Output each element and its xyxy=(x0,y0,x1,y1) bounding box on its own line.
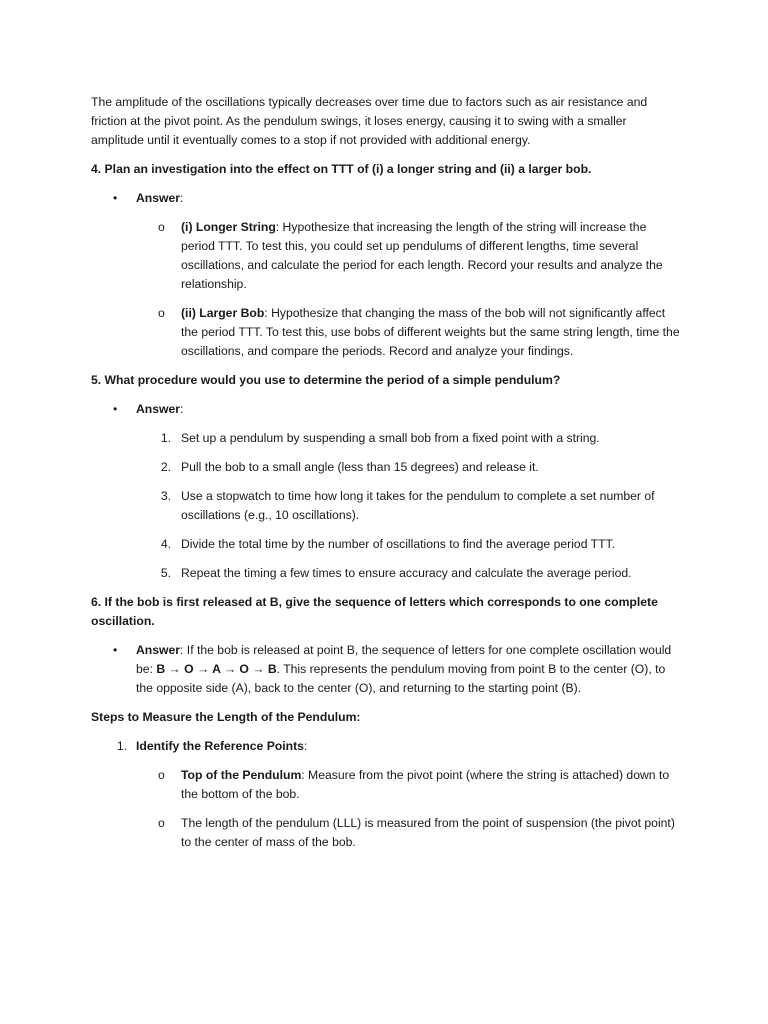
step-text: Pull the bob to a small angle (less than 15 degrees) and release it. xyxy=(181,460,539,474)
item-text: : Measure from the pivot point (where the string is attached) down to the bottom of the bob. xyxy=(181,768,670,801)
q4-answer: • Answer: xyxy=(91,189,681,208)
answer-label: Answer xyxy=(136,191,181,205)
q5-step xyxy=(91,458,681,477)
step-text: Use a stopwatch to time how long it takes for the pendulum to complete a set number of oscillations (e.g., 10 oscillations). xyxy=(181,489,655,522)
sub-bullet-marker: o xyxy=(158,306,165,320)
sub-bullet-marker: o xyxy=(158,220,165,234)
document-content xyxy=(91,93,681,862)
steps-sub-item xyxy=(91,766,681,804)
item-label: (ii) Larger Bob xyxy=(181,306,265,320)
intro-paragraph: The amplitude of the oscillations typically decreases over time due to factors such as air resistance and friction at the pivot point. As the pendulum swings, it loses energy, causing it to swing with a smaller amplitude until it eventually comes to a stop if not provided with additional energy. xyxy=(91,95,648,147)
item-label: Top of the Pendulum xyxy=(181,768,302,782)
q4-item-larger-bob xyxy=(91,304,681,361)
sub-bullet-marker: o xyxy=(158,768,165,782)
answer-text: : If the bob is released at point B, the sequence of letters for one complete oscillation would be: xyxy=(136,643,672,676)
step-number: 4. xyxy=(160,537,171,551)
answer-label: Answer xyxy=(136,643,181,657)
q5-step xyxy=(91,564,681,583)
sub-bullet-marker: o xyxy=(158,816,165,830)
q5-answer: • Answer: xyxy=(91,400,681,419)
item-label: Identify the Reference Points xyxy=(136,739,304,753)
q6-answer xyxy=(91,641,681,698)
steps-item xyxy=(91,737,681,756)
step-number: 5. xyxy=(160,566,171,580)
item-text: The length of the pendulum (LLL) is measured from the point of suspension (the pivot point) to the center of mass of the bob. xyxy=(181,816,675,849)
question-4: 4. Plan an investigation into the effect on TTT of (i) a longer string and (ii) a larger bob. xyxy=(91,162,592,176)
bullet-marker: • xyxy=(113,643,118,657)
answer-text: . This represents the pendulum moving from point B to the center (O), to the opposite side (A), back to the center (O), and returning to the starting point (B). xyxy=(136,662,666,695)
steps-sub-item xyxy=(91,814,681,852)
step-number: 3. xyxy=(160,489,171,503)
step-number: 2. xyxy=(160,460,171,474)
q5-step xyxy=(91,535,681,554)
question-5: 5. What procedure would you use to determine the period of a simple pendulum? xyxy=(91,373,561,387)
step-number: 1. xyxy=(160,431,171,445)
bullet-marker: • xyxy=(113,402,118,416)
step-text: Divide the total time by the number of oscillations to find the average period TTT. xyxy=(181,537,616,551)
answer-label: Answer xyxy=(136,402,181,416)
step-text: Repeat the timing a few times to ensure accuracy and calculate the average period. xyxy=(181,566,632,580)
item-text: : Hypothesize that changing the mass of the bob will not significantly affect the period TTT. To test this, use bobs of different weights but the same string length, time the oscillations, and compare the periods. Record and analyze your findings. xyxy=(181,306,680,358)
item-label: (i) Longer String xyxy=(181,220,276,234)
item-number: 1. xyxy=(116,739,127,753)
q5-step xyxy=(91,429,681,448)
bullet-marker: • xyxy=(113,191,118,205)
item-text: : Hypothesize that increasing the length of the string will increase the period TTT. To test this, you could set up pendulums of different lengths, time several oscillations, and calculate the period for each length. Record your results and analyze the relationship. xyxy=(181,220,663,291)
question-6: 6. If the bob is first released at B, give the sequence of letters which corresponds to one complete oscillation. xyxy=(91,595,658,628)
step-text: Set up a pendulum by suspending a small bob from a fixed point with a string. xyxy=(181,431,600,445)
q5-step xyxy=(91,487,681,525)
item-colon: : xyxy=(303,739,308,753)
q4-item-longer-string xyxy=(91,218,681,294)
oscillation-sequence: B → O → A → O → B xyxy=(156,662,277,676)
steps-heading: Steps to Measure the Length of the Pendulum: xyxy=(91,710,361,724)
